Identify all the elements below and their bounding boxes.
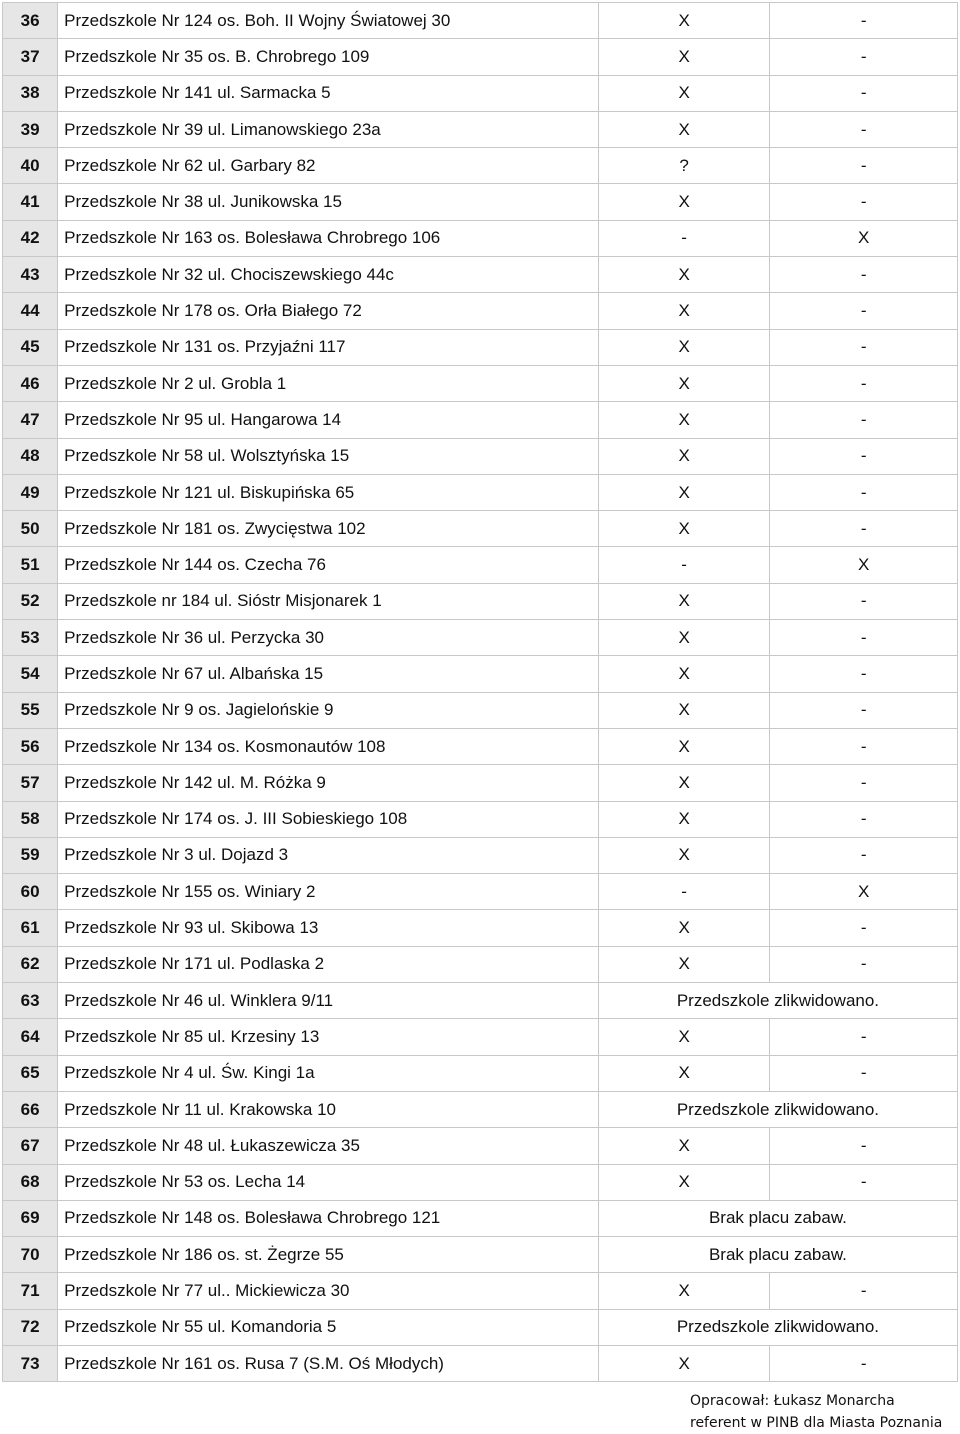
kindergarten-name-address: Przedszkole Nr 178 os. Orła Białego 72 [58,293,599,329]
table-row [3,1091,958,1127]
mark-column-2: - [770,3,958,39]
row-note: Przedszkole zlikwidowano. [598,1309,957,1345]
row-number: 41 [3,184,58,220]
table-row [3,365,958,401]
mark-column-1: X [598,293,770,329]
mark-column-2: - [770,801,958,837]
kindergarten-name-address: Przedszkole Nr 48 ul. Łukaszewicza 35 [58,1128,599,1164]
mark-column-2: - [770,111,958,147]
table-row [3,656,958,692]
table-row [3,75,958,111]
row-number: 38 [3,75,58,111]
mark-column-1: X [598,1273,770,1309]
row-number: 40 [3,148,58,184]
table-row [3,329,958,365]
kindergarten-name-address: Przedszkole Nr 58 ul. Wolsztyńska 15 [58,438,599,474]
kindergarten-name-address: Przedszkole Nr 2 ul. Grobla 1 [58,365,599,401]
kindergarten-name-address: Przedszkole Nr 9 os. Jagielońskie 9 [58,692,599,728]
kindergarten-name-address: Przedszkole Nr 77 ul.. Mickiewicza 30 [58,1273,599,1309]
table-row [3,692,958,728]
mark-column-1: X [598,728,770,764]
mark-column-2: - [770,1019,958,1055]
mark-column-2: - [770,184,958,220]
mark-column-1: X [598,1164,770,1200]
mark-column-2: - [770,765,958,801]
mark-column-2: - [770,946,958,982]
kindergarten-name-address: Przedszkole Nr 67 ul. Albańska 15 [58,656,599,692]
mark-column-1: X [598,1019,770,1055]
mark-column-1: X [598,365,770,401]
table-row [3,874,958,910]
table-row [3,511,958,547]
row-number: 42 [3,220,58,256]
mark-column-2: - [770,620,958,656]
table-row [3,474,958,510]
table-row [3,620,958,656]
mark-column-1: X [598,75,770,111]
kindergarten-name-address: Przedszkole Nr 134 os. Kosmonautów 108 [58,728,599,764]
mark-column-1: - [598,547,770,583]
row-number: 65 [3,1055,58,1091]
kindergarten-name-address: Przedszkole Nr 55 ul. Komandoria 5 [58,1309,599,1345]
kindergarten-name-address: Przedszkole Nr 46 ul. Winklera 9/11 [58,983,599,1019]
kindergarten-name-address: Przedszkole Nr 85 ul. Krzesiny 13 [58,1019,599,1055]
mark-column-1: X [598,1128,770,1164]
row-note: Przedszkole zlikwidowano. [598,983,957,1019]
row-note: Brak placu zabaw. [598,1200,957,1236]
table-row [3,1345,958,1381]
kindergarten-name-address: Przedszkole Nr 11 ul. Krakowska 10 [58,1091,599,1127]
table-row [3,1237,958,1273]
row-number: 53 [3,620,58,656]
row-number: 67 [3,1128,58,1164]
kindergarten-name-address: Przedszkole Nr 174 os. J. III Sobieskiego 108 [58,801,599,837]
row-number: 36 [3,3,58,39]
row-number: 50 [3,511,58,547]
table-row [3,39,958,75]
mark-column-1: X [598,946,770,982]
row-number: 54 [3,656,58,692]
mark-column-1: X [598,656,770,692]
mark-column-2: - [770,39,958,75]
mark-column-1: X [598,257,770,293]
table-row [3,148,958,184]
mark-column-1: - [598,874,770,910]
table-row [3,3,958,39]
kindergarten-name-address: Przedszkole Nr 62 ul. Garbary 82 [58,148,599,184]
mark-column-1: - [598,220,770,256]
mark-column-1: X [598,583,770,619]
author-position-line: referent w PINB dla Miasta Poznania [690,1415,943,1431]
row-number: 63 [3,983,58,1019]
mark-column-2: - [770,438,958,474]
row-number: 46 [3,365,58,401]
kindergarten-name-address: Przedszkole Nr 39 ul. Limanowskiego 23a [58,111,599,147]
mark-column-2: - [770,910,958,946]
kindergarten-name-address: Przedszkole Nr 141 ul. Sarmacka 5 [58,75,599,111]
kindergarten-name-address: Przedszkole Nr 121 ul. Biskupińska 65 [58,474,599,510]
kindergarten-name-address: Przedszkole Nr 186 os. st. Żegrze 55 [58,1237,599,1273]
table-row [3,1055,958,1091]
table-row [3,946,958,982]
row-number: 37 [3,39,58,75]
table-row [3,547,958,583]
row-number: 56 [3,728,58,764]
table-row [3,402,958,438]
row-number: 71 [3,1273,58,1309]
kindergarten-name-address: Przedszkole Nr 148 os. Bolesława Chrobrego 121 [58,1200,599,1236]
mark-column-2: - [770,837,958,873]
kindergarten-name-address: Przedszkole Nr 124 os. Boh. II Wojny Światowej 30 [58,3,599,39]
table-row [3,765,958,801]
mark-column-1: X [598,511,770,547]
row-number: 66 [3,1091,58,1127]
mark-column-1: X [598,402,770,438]
mark-column-2: - [770,1345,958,1381]
mark-column-2: - [770,583,958,619]
kindergarten-name-address: Przedszkole nr 184 ul. Sióstr Misjonarek 1 [58,583,599,619]
mark-column-2: X [770,547,958,583]
mark-column-2: - [770,474,958,510]
kindergarten-table [2,2,958,1398]
mark-column-2: - [770,75,958,111]
row-number: 69 [3,1200,58,1236]
row-number: 61 [3,910,58,946]
mark-column-2: - [770,257,958,293]
mark-column-2: - [770,148,958,184]
row-number: 60 [3,874,58,910]
mark-column-2: X [770,220,958,256]
kindergarten-name-address: Przedszkole Nr 171 ul. Podlaska 2 [58,946,599,982]
mark-column-1: X [598,837,770,873]
table-row [3,1309,958,1345]
mark-column-1: X [598,910,770,946]
mark-column-2: - [770,1055,958,1091]
row-number: 51 [3,547,58,583]
row-number: 55 [3,692,58,728]
kindergarten-name-address: Przedszkole Nr 38 ul. Junikowska 15 [58,184,599,220]
row-number: 49 [3,474,58,510]
mark-column-2: - [770,728,958,764]
table-row [3,910,958,946]
row-number: 58 [3,801,58,837]
mark-column-1: ? [598,148,770,184]
kindergarten-name-address: Przedszkole Nr 32 ul. Chociszewskiego 44c [58,257,599,293]
mark-column-1: X [598,801,770,837]
mark-column-1: X [598,692,770,728]
table-row [3,1200,958,1236]
table-row [3,801,958,837]
table-row [3,1273,958,1309]
row-note: Brak placu zabaw. [598,1237,957,1273]
kindergarten-name-address: Przedszkole Nr 142 ul. M. Różka 9 [58,765,599,801]
mark-column-1: X [598,438,770,474]
kindergarten-name-address: Przedszkole Nr 93 ul. Skibowa 13 [58,910,599,946]
mark-column-1: X [598,474,770,510]
author-footer [690,1390,942,1434]
kindergarten-name-address: Przedszkole Nr 181 os. Zwycięstwa 102 [58,511,599,547]
kindergarten-name-address: Przedszkole Nr 131 os. Przyjaźni 117 [58,329,599,365]
empty-cell [58,1382,599,1399]
kindergarten-name-address: Przedszkole Nr 95 ul. Hangarowa 14 [58,402,599,438]
kindergarten-name-address: Przedszkole Nr 163 os. Bolesława Chrobrego 106 [58,220,599,256]
table-row [3,220,958,256]
row-number: 72 [3,1309,58,1345]
table-row [3,1164,958,1200]
row-number: 62 [3,946,58,982]
row-number: 57 [3,765,58,801]
table-body [3,3,958,1399]
mark-column-2: X [770,874,958,910]
mark-column-1: X [598,329,770,365]
kindergarten-name-address: Przedszkole Nr 144 os. Czecha 76 [58,547,599,583]
mark-column-1: X [598,1055,770,1091]
row-number: 39 [3,111,58,147]
kindergarten-name-address: Przedszkole Nr 53 os. Lecha 14 [58,1164,599,1200]
mark-column-1: X [598,765,770,801]
table-row [3,438,958,474]
mark-column-2: - [770,293,958,329]
mark-column-1: X [598,3,770,39]
mark-column-2: - [770,402,958,438]
table-row [3,257,958,293]
table-row [3,728,958,764]
row-number: 59 [3,837,58,873]
empty-cell [3,1382,58,1399]
table-row [3,293,958,329]
mark-column-1: X [598,620,770,656]
row-number: 73 [3,1345,58,1381]
row-number: 47 [3,402,58,438]
author-line: Opracował: Łukasz Monarcha [690,1393,895,1409]
kindergarten-name-address: Przedszkole Nr 3 ul. Dojazd 3 [58,837,599,873]
mark-column-2: - [770,692,958,728]
mark-column-2: - [770,1273,958,1309]
kindergarten-name-address: Przedszkole Nr 35 os. B. Chrobrego 109 [58,39,599,75]
table-row [3,837,958,873]
row-number: 44 [3,293,58,329]
kindergarten-name-address: Przedszkole Nr 4 ul. Św. Kingi 1a [58,1055,599,1091]
mark-column-2: - [770,365,958,401]
row-number: 68 [3,1164,58,1200]
table-row [3,1019,958,1055]
row-note: Przedszkole zlikwidowano. [598,1091,957,1127]
table-row [3,983,958,1019]
kindergarten-name-address: Przedszkole Nr 155 os. Winiary 2 [58,874,599,910]
kindergarten-table-sheet [2,2,958,1398]
mark-column-2: - [770,1128,958,1164]
mark-column-2: - [770,1164,958,1200]
mark-column-2: - [770,511,958,547]
mark-column-1: X [598,111,770,147]
row-number: 64 [3,1019,58,1055]
kindergarten-name-address: Przedszkole Nr 36 ul. Perzycka 30 [58,620,599,656]
table-row [3,111,958,147]
mark-column-2: - [770,656,958,692]
row-number: 45 [3,329,58,365]
row-number: 70 [3,1237,58,1273]
table-row [3,583,958,619]
row-number: 48 [3,438,58,474]
mark-column-2: - [770,329,958,365]
table-row [3,1128,958,1164]
table-row [3,184,958,220]
row-number: 43 [3,257,58,293]
kindergarten-name-address: Przedszkole Nr 161 os. Rusa 7 (S.M. Oś Młodych) [58,1345,599,1381]
mark-column-1: X [598,184,770,220]
row-number: 52 [3,583,58,619]
mark-column-1: X [598,1345,770,1381]
mark-column-1: X [598,39,770,75]
